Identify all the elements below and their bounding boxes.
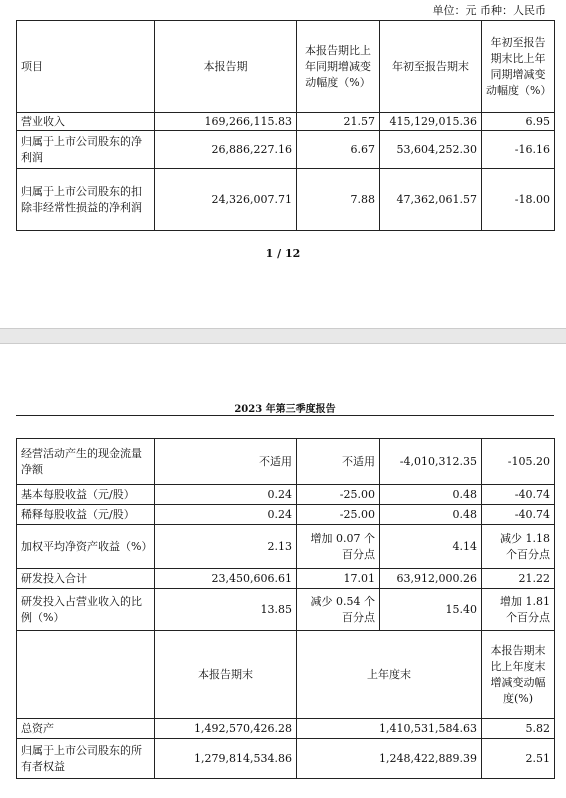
cell-value: -4,010,312.35 — [380, 439, 482, 485]
row-label: 总资产 — [17, 719, 155, 739]
table-row — [17, 525, 555, 569]
page-header-title: 2023 年第三季度报告 — [234, 404, 336, 415]
cell-value: 47,362,061.57 — [380, 169, 482, 231]
header-current-period: 本报告期 — [155, 21, 297, 113]
financial-table-2 — [16, 438, 555, 779]
table-row — [17, 169, 555, 231]
cell-value: -105.20 — [482, 439, 555, 485]
cell-value: -18.00 — [482, 169, 555, 231]
cell-value: 不适用 — [297, 439, 380, 485]
cell-value: 15.40 — [380, 589, 482, 631]
page-break-divider — [0, 328, 566, 344]
row-label: 研发投入合计 — [17, 569, 155, 589]
cell-value: 不适用 — [155, 439, 297, 485]
table-row — [17, 739, 555, 779]
cell-value: 415,129,015.36 — [380, 113, 482, 131]
row-label: 基本每股收益（元/股） — [17, 485, 155, 505]
header-prior-year-end: 上年度末 — [297, 631, 482, 719]
header-change: 本报告期末比上年度末增减变动幅度(%) — [482, 631, 555, 719]
table-row — [17, 569, 555, 589]
table-row — [17, 505, 555, 525]
financial-table-1 — [16, 20, 555, 231]
cell-value: 6.95 — [482, 113, 555, 131]
header-blank — [17, 631, 155, 719]
cell-value: 减少 1.18 个百分点 — [482, 525, 555, 569]
cell-value: 1,279,814,534.86 — [155, 739, 297, 779]
table-row — [17, 131, 555, 169]
cell-value: 53,604,252.30 — [380, 131, 482, 169]
cell-value: 0.48 — [380, 485, 482, 505]
cell-value: 2.13 — [155, 525, 297, 569]
cell-value: 5.82 — [482, 719, 555, 739]
cell-value: -40.74 — [482, 485, 555, 505]
row-label: 归属于上市公司股东的所有者权益 — [17, 739, 155, 779]
row-label: 经营活动产生的现金流量净额 — [17, 439, 155, 485]
cell-value: -40.74 — [482, 505, 555, 525]
row-label: 归属于上市公司股东的净利润 — [17, 131, 155, 169]
table-row — [17, 485, 555, 505]
cell-value: 24,326,007.71 — [155, 169, 297, 231]
table-header-row — [17, 21, 555, 113]
table-row — [17, 719, 555, 739]
cell-value: 23,450,606.61 — [155, 569, 297, 589]
header-rule — [16, 415, 554, 416]
cell-value: 0.24 — [155, 485, 297, 505]
cell-value: 2.51 — [482, 739, 555, 779]
cell-value: -25.00 — [297, 485, 380, 505]
header-ytd-change: 年初至报告期末比上年同期增减变动幅度（%） — [482, 21, 555, 113]
row-label: 归属于上市公司股东的扣除非经常性损益的净利润 — [17, 169, 155, 231]
cell-value: 1,248,422,889.39 — [297, 739, 482, 779]
cell-value: 21.22 — [482, 569, 555, 589]
row-label: 加权平均净资产收益（%） — [17, 525, 155, 569]
unit-currency-label: 单位：元 币种：人民币 — [432, 4, 546, 17]
cell-value: 7.88 — [297, 169, 380, 231]
row-label: 研发投入占营业收入的比例（%） — [17, 589, 155, 631]
cell-value: 0.48 — [380, 505, 482, 525]
cell-value: 增加 0.07 个百分点 — [297, 525, 380, 569]
header-period-end: 本报告期末 — [155, 631, 297, 719]
header-current-change: 本报告期比上年同期增减变动幅度（%） — [297, 21, 380, 113]
row-label: 稀释每股收益（元/股） — [17, 505, 155, 525]
cell-value: 4.14 — [380, 525, 482, 569]
cell-value: 1,492,570,426.28 — [155, 719, 297, 739]
cell-value: 0.24 — [155, 505, 297, 525]
cell-value: 6.67 — [297, 131, 380, 169]
cell-value: -25.00 — [297, 505, 380, 525]
table-header-row — [17, 631, 555, 719]
cell-value: 169,266,115.83 — [155, 113, 297, 131]
cell-value: 13.85 — [155, 589, 297, 631]
row-label: 营业收入 — [17, 113, 155, 131]
cell-value: 减少 0.54 个百分点 — [297, 589, 380, 631]
table-row — [17, 113, 555, 131]
cell-value: 26,886,227.16 — [155, 131, 297, 169]
table-row — [17, 439, 555, 485]
cell-value: 17.01 — [297, 569, 380, 589]
cell-value: 63,912,000.26 — [380, 569, 482, 589]
cell-value: -16.16 — [482, 131, 555, 169]
cell-value: 1,410,531,584.63 — [297, 719, 482, 739]
table-row — [17, 589, 555, 631]
cell-value: 21.57 — [297, 113, 380, 131]
header-item: 项目 — [17, 21, 155, 113]
cell-value: 增加 1.81 个百分点 — [482, 589, 555, 631]
page-number: 1 / 12 — [265, 247, 301, 260]
header-ytd: 年初至报告期末 — [380, 21, 482, 113]
